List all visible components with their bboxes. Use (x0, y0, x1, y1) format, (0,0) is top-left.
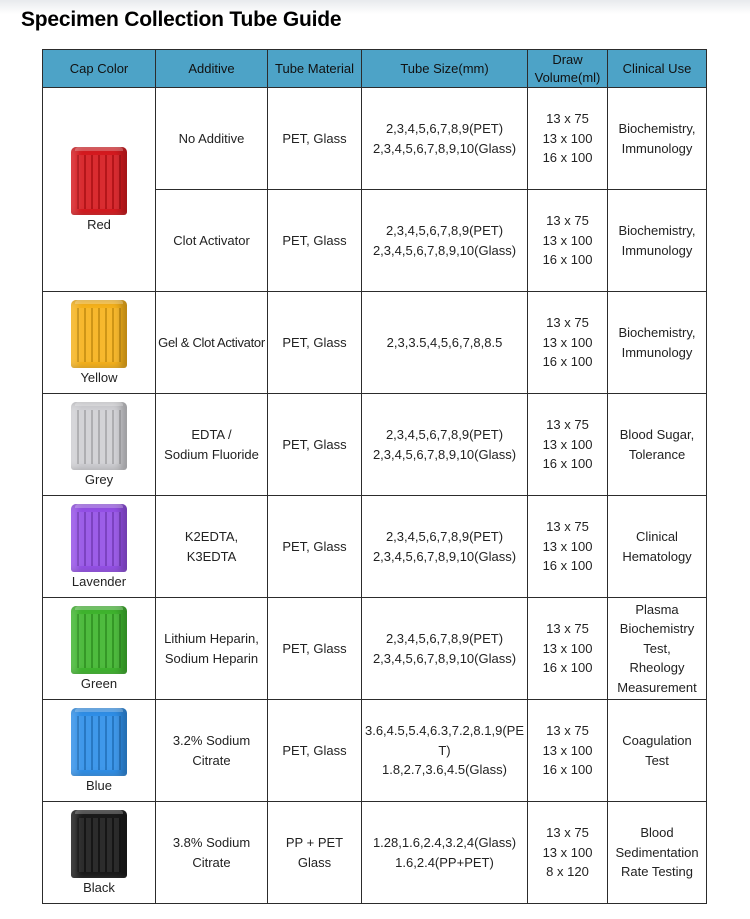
header-draw-volume: Draw Volume(ml) (528, 50, 608, 88)
material-cell: PET, Glass (268, 292, 362, 394)
additive-cell: Gel & Clot Activator (156, 292, 268, 394)
cap-label-yellow: Yellow (80, 369, 118, 385)
additive-cell: 3.2% Sodium Citrate (156, 700, 268, 802)
additive-cell: Clot Activator (156, 190, 268, 292)
draw-volume-cell: 13 x 75 13 x 100 16 x 100 (528, 496, 608, 598)
material-cell: PET, Glass (268, 394, 362, 496)
tube-size-cell: 2,3,3.5,4,5,6,7,8,8.5 (362, 292, 528, 394)
tube-size-cell: 2,3,4,5,6,7,8,9(PET) 2,3,4,5,6,7,8,9,10(Glass) (362, 496, 528, 598)
table-row (43, 598, 707, 700)
table-row (43, 394, 707, 496)
draw-volume-cell: 13 x 75 13 x 100 16 x 100 (528, 394, 608, 496)
tube-size-cell: 2,3,4,5,6,7,8,9(PET) 2,3,4,5,6,7,8,9,10(Glass) (362, 88, 528, 190)
header-tube-material: Tube Material (268, 50, 362, 88)
clinical-use-cell: Blood Sedimentation Rate Testing (608, 802, 707, 904)
header-additive: Additive (156, 50, 268, 88)
header-cap-color: Cap Color (43, 50, 156, 88)
draw-volume-cell: 13 x 75 13 x 100 8 x 120 (528, 802, 608, 904)
material-cell: PET, Glass (268, 190, 362, 292)
table-row (43, 700, 707, 802)
material-cell: PET, Glass (268, 598, 362, 700)
material-cell: PET, Glass (268, 88, 362, 190)
cap-cell-lavender (43, 496, 156, 598)
tube-size-cell: 2,3,4,5,6,7,8,9(PET) 2,3,4,5,6,7,8,9,10(Glass) (362, 598, 528, 700)
cap-label-red: Red (87, 216, 111, 232)
blue-cap-image (71, 708, 127, 776)
additive-cell: No Additive (156, 88, 268, 190)
grey-cap-image (71, 402, 127, 470)
draw-volume-cell: 13 x 75 13 x 100 16 x 100 (528, 88, 608, 190)
tube-size-cell: 2,3,4,5,6,7,8,9(PET) 2,3,4,5,6,7,8,9,10(Glass) (362, 190, 528, 292)
clinical-use-cell: Clinical Hematology (608, 496, 707, 598)
draw-volume-cell: 13 x 75 13 x 100 16 x 100 (528, 700, 608, 802)
lavender-cap-image (71, 504, 127, 572)
additive-cell: Lithium Heparin, Sodium Heparin (156, 598, 268, 700)
black-cap-image (71, 810, 127, 878)
additive-cell: K2EDTA, K3EDTA (156, 496, 268, 598)
clinical-use-cell: Biochemistry, Immunology (608, 190, 707, 292)
cap-cell-red (43, 88, 156, 292)
additive-cell: 3.8% Sodium Citrate (156, 802, 268, 904)
page-title: Specimen Collection Tube Guide (21, 8, 342, 31)
clinical-use-cell: Blood Sugar, Tolerance (608, 394, 707, 496)
additive-cell: EDTA / Sodium Fluoride (156, 394, 268, 496)
cap-cell-yellow (43, 292, 156, 394)
material-cell: PP + PET Glass (268, 802, 362, 904)
clinical-use-cell: Plasma Biochemistry Test, Rheology Measurement (608, 598, 707, 700)
draw-volume-cell: 13 x 75 13 x 100 16 x 100 (528, 598, 608, 700)
cap-label-black: Black (83, 879, 115, 895)
cap-label-green: Green (80, 675, 118, 691)
draw-volume-cell: 13 x 75 13 x 100 16 x 100 (528, 292, 608, 394)
material-cell: PET, Glass (268, 700, 362, 802)
cap-cell-black (43, 802, 156, 904)
table-row (43, 88, 707, 190)
tube-size-cell: 1.28,1.6,2.4,3.2,4(Glass) 1.6,2.4(PP+PET) (362, 802, 528, 904)
cap-cell-blue (43, 700, 156, 802)
cap-cell-grey (43, 394, 156, 496)
clinical-use-cell: Biochemistry, Immunology (608, 292, 707, 394)
cap-cell-green (43, 598, 156, 700)
cap-label-grey: Grey (84, 471, 114, 487)
tube-guide-table (42, 49, 707, 904)
draw-volume-cell: 13 x 75 13 x 100 16 x 100 (528, 190, 608, 292)
tube-size-cell: 2,3,4,5,6,7,8,9(PET) 2,3,4,5,6,7,8,9,10(Glass) (362, 394, 528, 496)
tube-size-cell: 3.6,4.5,5.4,6.3,7.2,8.1,9(PE T) 1.8,2.7,3.6,4.5(Glass) (362, 700, 528, 802)
clinical-use-cell: Coagulation Test (608, 700, 707, 802)
header-clinical-use: Clinical Use (608, 50, 707, 88)
red-cap-image (71, 147, 127, 215)
yellow-cap-image (71, 300, 127, 368)
table-row (43, 496, 707, 598)
cap-label-blue: Blue (85, 777, 113, 793)
material-cell: PET, Glass (268, 496, 362, 598)
table-row (43, 802, 707, 904)
table-row (43, 292, 707, 394)
header-row (43, 50, 707, 88)
header-tube-size: Tube Size(mm) (362, 50, 528, 88)
cap-label-lavender: Lavender (71, 573, 127, 589)
clinical-use-cell: Biochemistry, Immunology (608, 88, 707, 190)
green-cap-image (71, 606, 127, 674)
